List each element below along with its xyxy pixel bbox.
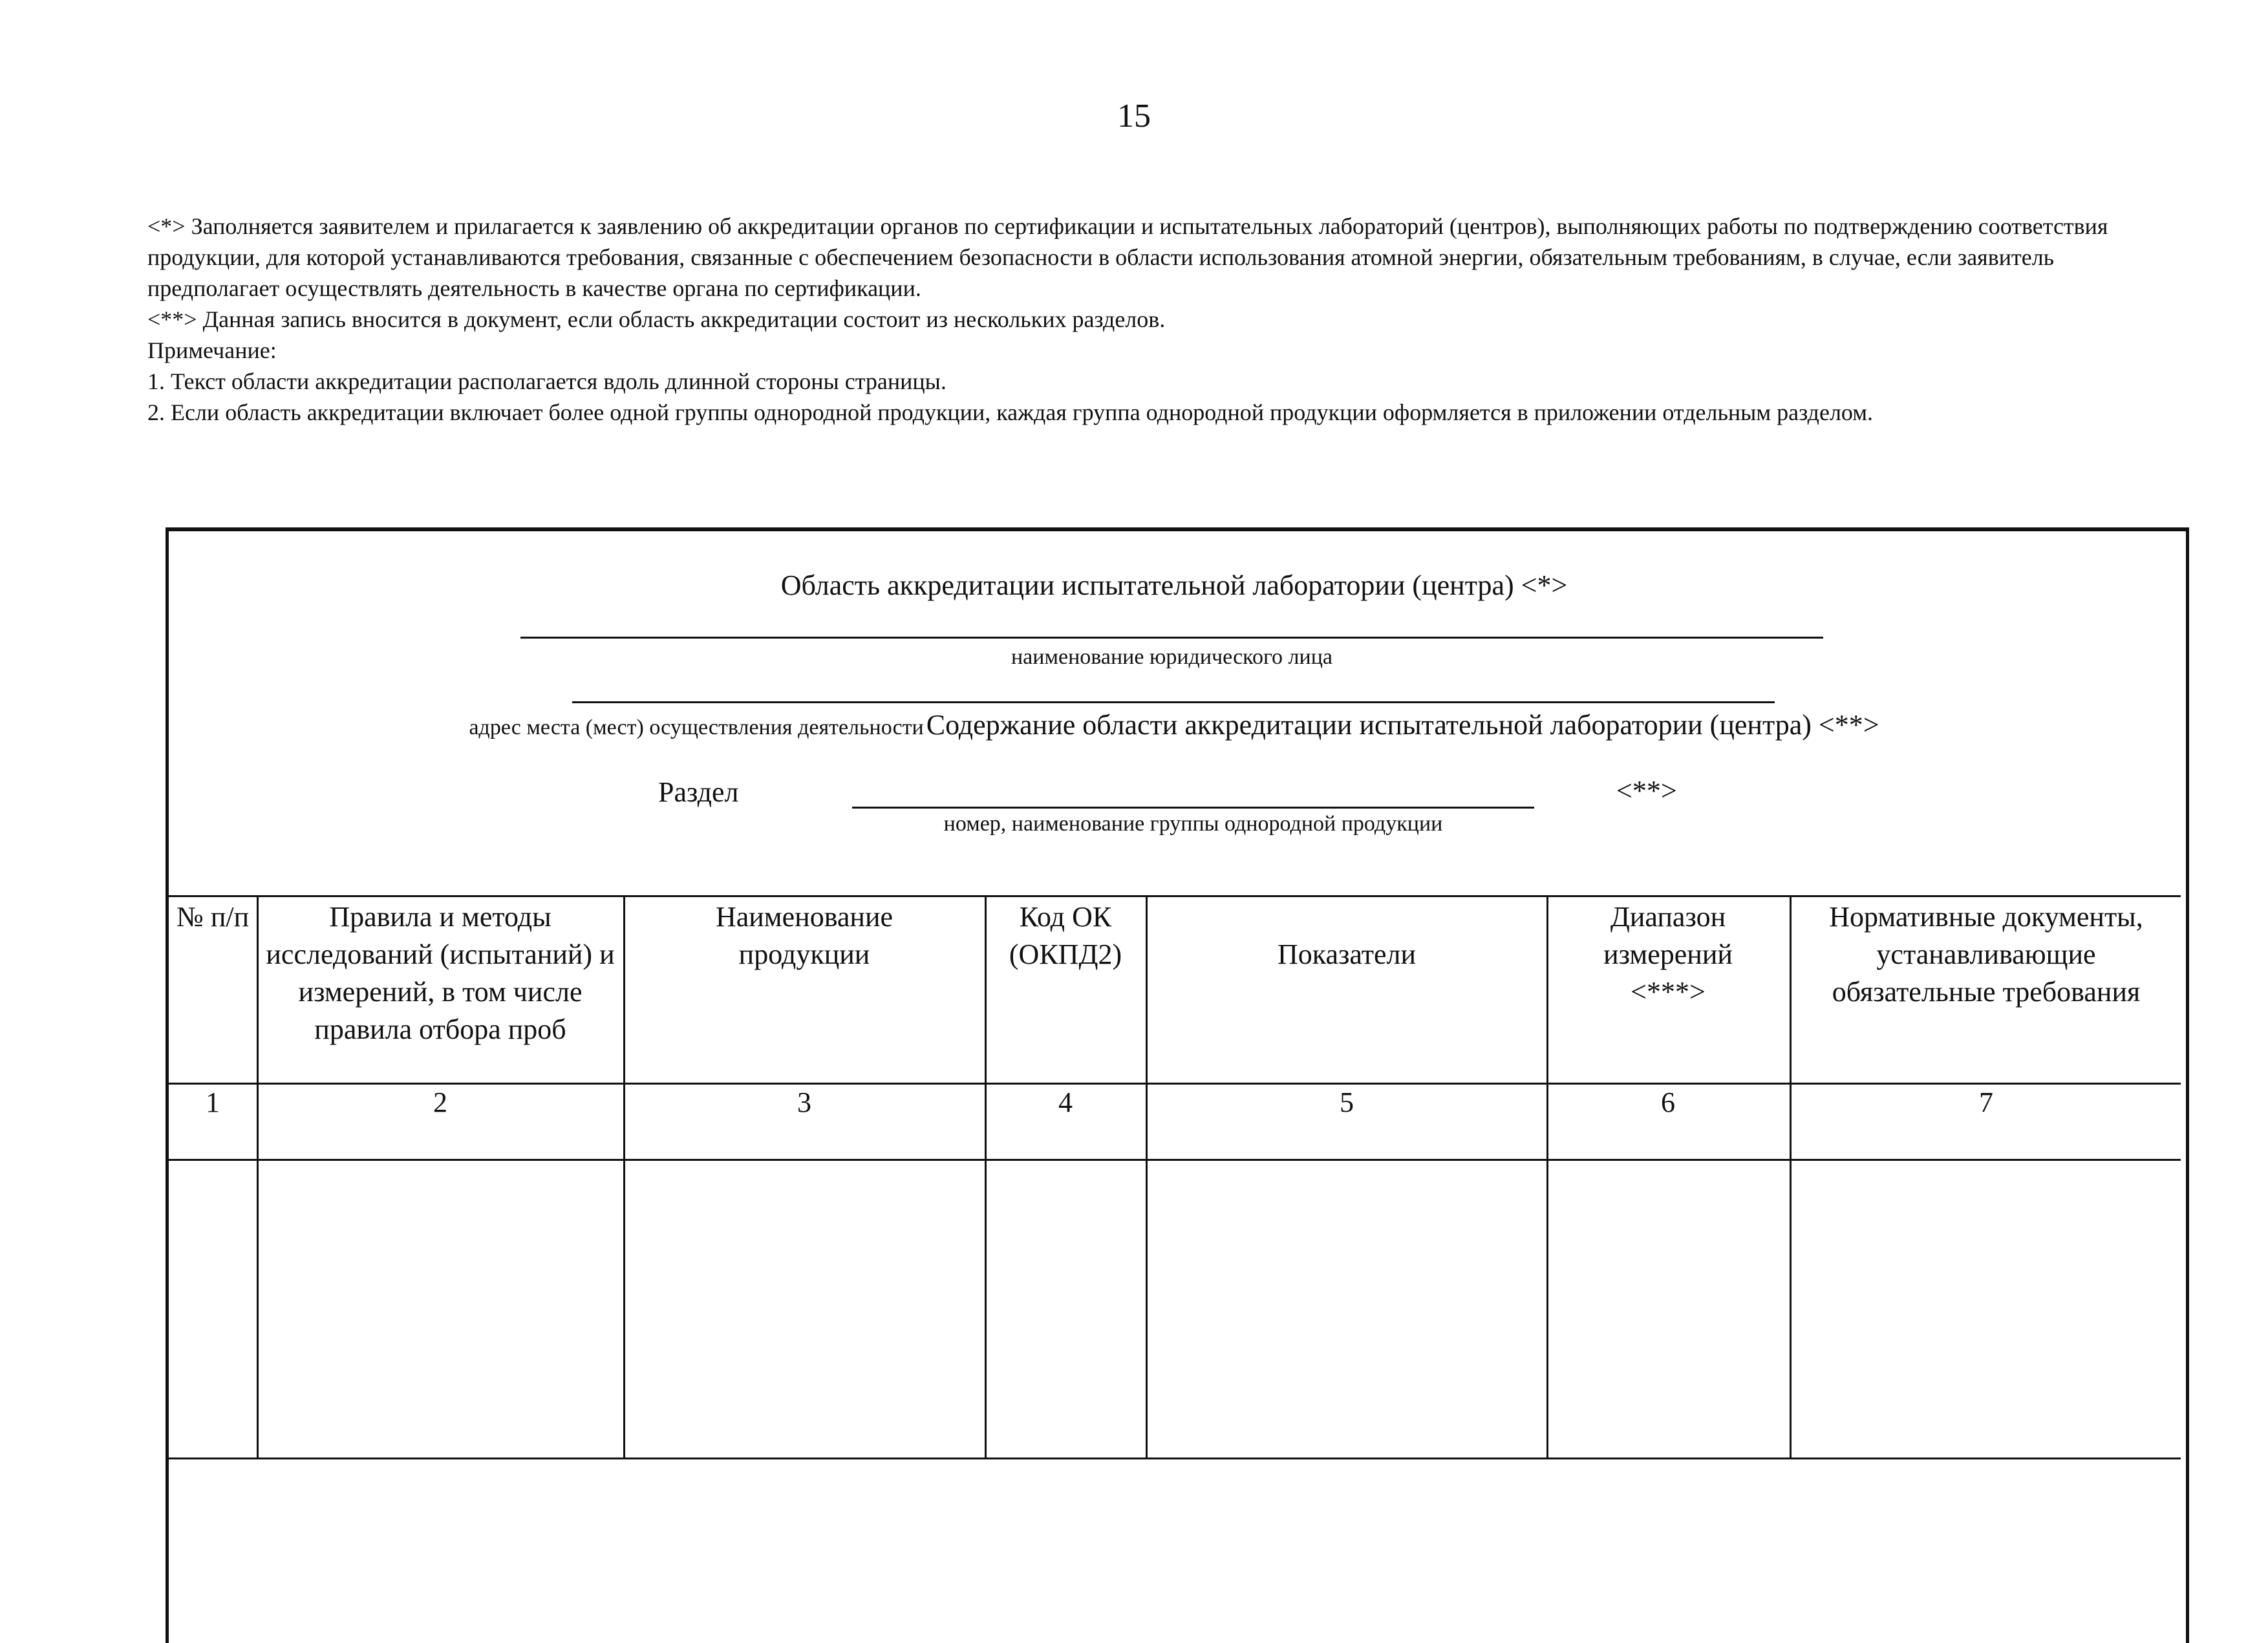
section-caption: номер, наименование группы однородной продукции [943, 812, 1443, 836]
content-title: Содержание области аккредитации испытательной лаборатории (центра) <**> [926, 709, 1879, 741]
section-label: Раздел [658, 776, 739, 808]
header-col-1: № п/п [176, 901, 250, 933]
footnote-2: <**> Данная запись вносится в документ, если область аккредитации состоит из нескольких разделов. [147, 306, 1166, 332]
col-number-7: 7 [1979, 1086, 1993, 1118]
col-divider-1 [257, 895, 259, 1458]
numbers-bottom-border [167, 1159, 2181, 1161]
header-col-5: Показатели [1277, 938, 1417, 970]
footnote-1: <*> Заполняется заявителем и прилагается к заявлению об аккредитации органов по сертификации и испытательных лабораторий (центров), выполняющих работы по подтверждению соответствия продукции, для которой устанавливаются требования, связанные с обеспечением безопасности в области использования атомной энергии, обязательным требованиям, в случае, если заявитель предполагает осуществлять деятельность в качестве органа по сертификации. [147, 213, 2108, 301]
form-title: Область аккредитации испытательной лаборатории (центра) <*> [780, 569, 1568, 601]
header-col-6: Диапазон измерений <***> [1603, 901, 1733, 1008]
address-line [572, 701, 1775, 703]
form-frame [166, 527, 2189, 1643]
header-bottom-border [167, 1083, 2181, 1085]
remark-2: 2. Если область аккредитации включает более одной группы однородной продукции, каждая группа однородной продукции оформляется в приложении отдельным разделом. [147, 399, 1874, 425]
section-line [852, 807, 1534, 809]
col-divider-3 [985, 895, 987, 1458]
remark-title: Примечание: [147, 337, 277, 363]
table-top-border [167, 895, 2181, 897]
col-divider-6 [1790, 895, 1792, 1458]
col-number-6: 6 [1661, 1086, 1675, 1118]
header-col-4: Код ОК (ОКПД2) [1009, 901, 1122, 970]
col-divider-2 [623, 895, 625, 1458]
col-divider-5 [1546, 895, 1548, 1458]
page-number: 15 [1117, 98, 1151, 134]
notes-block [147, 211, 2152, 428]
col-number-5: 5 [1340, 1086, 1354, 1118]
header-col-2: Правила и методы исследований (испытаний) и измерений, в том числе правила отбора проб [266, 901, 615, 1045]
col-number-3: 3 [797, 1086, 811, 1118]
col-divider-4 [1146, 895, 1148, 1458]
section-mark: <**> [1616, 775, 1677, 807]
address-row [166, 708, 2183, 741]
header-col-3: Наименование продукции [715, 901, 893, 970]
remark-1: 1. Текст области аккредитации располагается вдоль длинной стороны страницы. [147, 368, 947, 394]
col-number-1: 1 [206, 1086, 220, 1118]
address-caption: адрес места (мест) осуществления деятельности [469, 716, 924, 739]
col-number-4: 4 [1058, 1086, 1073, 1118]
legal-entity-caption: наименование юридического лица [1011, 645, 1333, 669]
col-number-2: 2 [433, 1086, 447, 1118]
row-bottom-border [167, 1458, 2181, 1459]
header-col-7: Нормативные документы, устанавливающие обязательные требования [1829, 901, 2143, 1008]
legal-entity-line [520, 637, 1823, 639]
